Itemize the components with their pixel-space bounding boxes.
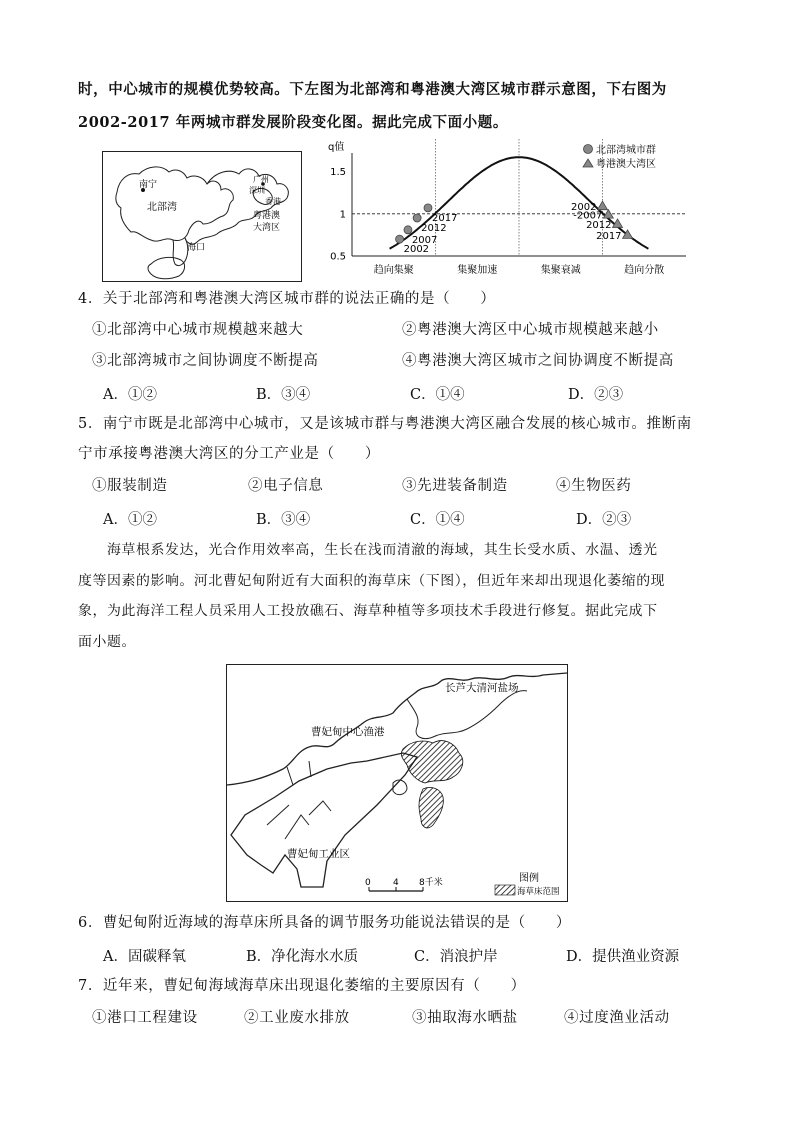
scale-label-0: 0 [365,878,371,888]
q5-item-1: ①服装制造 [92,478,168,494]
city-cluster-map-drawing [103,152,301,281]
q5-item-3: ③先进装备制造 [402,478,508,494]
industrial-channel [267,801,331,839]
q7-item-1: ①港口工程建设 [92,1010,198,1026]
q5-option-b[interactable]: B．③④ [256,512,311,528]
q6-stem: 6．曹妃甸附近海域的海草床所具备的调节服务功能说法错误的是（ ） [78,915,572,931]
salt-field-label: 长芦大清河盐场 [445,682,519,694]
q7-item-4: ④过度渔业活动 [564,1010,670,1026]
legend-marker-gba [583,159,593,167]
q6-option-d[interactable]: D．提供渔业资源 [566,949,680,965]
gba-point-2002 [598,201,608,210]
beibuwan-year-label-2007: 2007 [411,234,438,246]
q5-option-a[interactable]: A．①② [103,512,157,528]
q5-stem-line-1: 5．南宁市既是北部湾中心城市，又是该城市群与粤港澳大湾区融合发展的核心城市。推断南 [78,416,692,432]
beibuwan-point-2017 [424,204,432,212]
gba-year-label-2007: -2007 [573,210,603,222]
q5-option-c[interactable]: C．①④ [410,512,465,528]
passage-line-2: 度等因素的影响。河北曹妃甸附近有大面积的海草床（下图），但近年来却出现退化萎缩的现 [78,573,666,589]
gba-label-1: 粤港澳 [253,211,281,221]
beibuwan-point-2012 [413,214,421,222]
gba-year-label-2002: 2002 [571,202,597,214]
gba-label-2: 大湾区 [253,223,281,233]
q5-item-2: ②电子信息 [248,478,324,494]
legend-label-seagrass: 海草床范围 [517,887,560,897]
intro-line-1: 时，中心城市的规模优势较高。下左图为北部湾和粤港澳大湾区城市群示意图，下右图为 [78,81,667,98]
q6-option-a[interactable]: A．固碳释氧 [103,949,186,965]
industrial-zone-label: 曹妃甸工业区 [287,848,350,860]
q4-item-1: ①北部湾中心城市规模越来越大 [92,322,304,338]
stage-label-dispersing: 趋向分散 [624,265,665,276]
development-stage-chart [320,139,692,283]
y-tick-label-0-5: 0.5 [330,251,346,263]
passage-line-4: 面小题。 [78,634,136,650]
y-tick-label-1: 1 [339,209,346,221]
q4-item-3: ③北部湾城市之间协调度不断提高 [92,353,319,369]
q4-option-a[interactable]: A．①② [103,387,157,403]
hainan-island [148,257,185,278]
legend-marker-beibuwan [584,145,593,154]
beibuwan-point-2007 [404,226,412,234]
hongkong-label: 香港 [265,197,281,206]
beibuwan-year-label-2017: 2017 [431,212,458,224]
caofeidian-map-drawing [227,665,567,901]
y-axis-label: q值 [328,142,345,153]
stage-label-accelerating: 集聚加速 [457,265,498,276]
fishing-port-label: 曹妃甸中心渔港 [311,726,385,738]
leizhou-peninsula [173,238,188,266]
gba-year-label-2017: 2017 [596,230,622,242]
q5-stem-line-2: 宁市承接粤港澳大湾区的分工产业是（ ） [78,446,380,462]
legend-label-beibuwan: 北部湾城市群 [596,145,656,156]
q4-option-b[interactable]: B．③④ [256,387,311,403]
q5-option-d[interactable]: D．②③ [576,512,632,528]
q4-stem: 4．关于北部湾和粤港澳大湾区城市群的说法正确的是（ ） [78,291,496,307]
city-cluster-map [102,151,302,282]
y-tick-label-1-5: 1.5 [330,167,346,179]
scale-label-8: 8千米 [419,878,443,888]
q4-option-c[interactable]: C．①④ [410,387,465,403]
q7-item-3: ③抽取海水晒盐 [412,1010,518,1026]
q4-option-d[interactable]: D．②③ [568,387,624,403]
legend-title: 图例 [519,873,539,884]
beibuwan-year-label-2012: 2012 [421,223,447,235]
caofeidian-map [226,664,568,902]
q4-item-4: ④粤港澳大湾区城市之间协调度不断提高 [402,353,674,369]
q6-option-b[interactable]: B．净化海水水质 [246,949,359,965]
stage-chart-svg [320,139,692,283]
passage-line-3: 象，为此海洋工程人员采用人工投放礁石、海草种植等多项技术手段进行修复。据此完成下 [78,603,658,619]
q6-option-c[interactable]: C．消浪护岸 [414,949,498,965]
q4-item-2: ②粤港澳大湾区中心城市规模越来越小 [402,322,659,338]
q7-item-2: ②工业废水排放 [244,1010,350,1026]
scale-label-4: 4 [393,878,399,888]
gba-year-label-2012: 2012 [586,219,612,231]
guangzhou-label: 广州 [253,175,269,184]
coastline-inner [407,691,527,739]
legend-label-gba: 粤港澳大湾区 [596,159,656,170]
stage-label-agglomerating: 趋向集聚 [373,265,414,276]
haikou-label: 海口 [187,243,206,253]
offshore-island [393,780,407,795]
seagrass-bed-north [401,741,462,783]
passage-line-1: 海草根系发达，光合作用效率高，生长在浅而清澈的海域，其生长受水质、水温、透光 [107,542,658,558]
seagrass-bed-south [419,787,443,827]
shenzhen-label: 深圳 [249,186,265,195]
legend-swatch-seagrass [495,885,515,895]
beibuwan-year-label-2002: 2002 [403,244,430,256]
beibuwan-point-2002 [396,235,404,243]
q5-item-4: ④生物医药 [556,478,632,494]
intro-line-2: 2002-2017 年两城市群发展阶段变化图。据此完成下面小题。 [78,114,508,131]
industrial-zone-outline [231,753,417,887]
beibuwan-label: 北部湾 [147,202,177,213]
q7-stem: 7．近年来，曹妃甸海域海草床出现退化萎缩的主要原因有（ ） [78,978,526,994]
nanning-label: 南宁 [139,180,158,190]
stage-label-declining: 集聚衰减 [540,265,581,276]
